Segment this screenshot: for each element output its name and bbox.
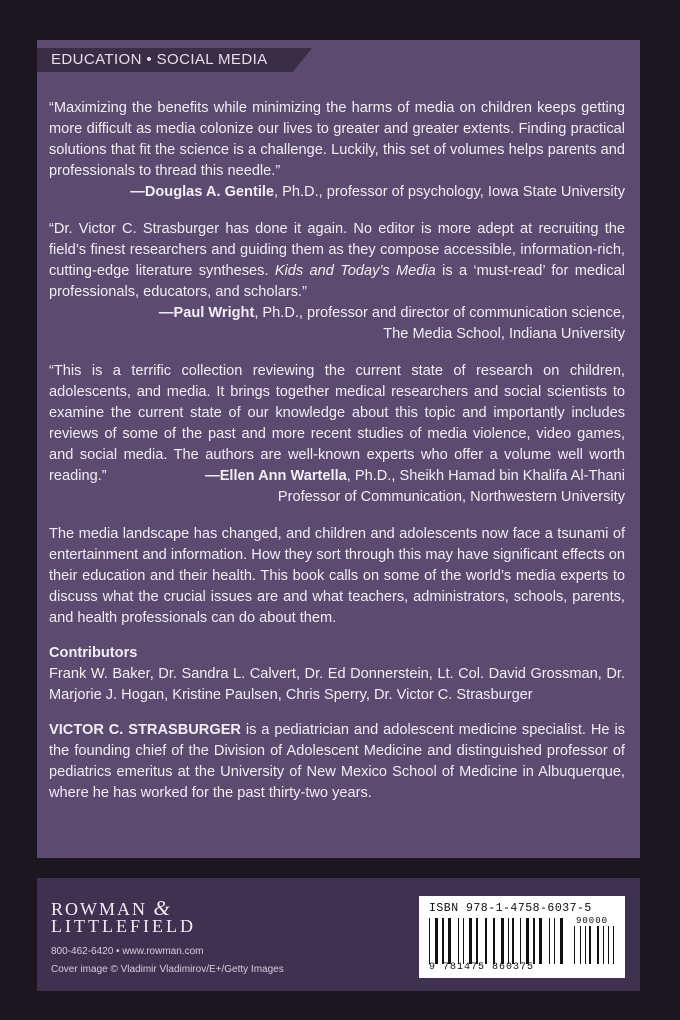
barcode-bar	[458, 918, 459, 964]
endorsement-1	[49, 98, 625, 182]
book-description: The media landscape has changed, and children and adolescents now face a tsunami of entertainment and information. How they sort through this may have significant effects on their education and their health. This book calls on some of the world’s media experts to discuss what the crucial issues are and what teachers, administrators, schools, parents, and health professionals can do about them.	[49, 526, 625, 626]
author-bio	[49, 720, 625, 804]
barcode-addon-bars	[574, 926, 618, 964]
barcode-digits: 9 781475 860375	[429, 962, 535, 973]
barcode-bar	[589, 926, 591, 964]
isbn-number: ISBN 978-1-4758-6037-5	[429, 902, 592, 915]
barcode-bar	[501, 918, 504, 964]
endorsement-2-affiliation-1: , Ph.D., professor and director of communication science,	[254, 305, 625, 321]
endorsement-3-affiliation-2: Professor of Communication, Northwestern University	[277, 489, 625, 505]
barcode-bar	[485, 918, 487, 964]
barcode-bar	[435, 918, 438, 964]
endorsement-2-text-a: “Dr. Victor C. Strasburger has done it again. No editor is more adept at recruiting the field’s finest researchers and guiding them as they compose accessible, information-rich, cutting-edge literature syntheses.	[49, 221, 625, 279]
barcode-bar	[476, 918, 478, 964]
barcode-bar	[469, 918, 472, 964]
contributors-list: Frank W. Baker, Dr. Sandra L. Calvert, Dr. Ed Donnerstein, Lt. Col. David Grossman, Dr. Marjorie J. Hogan, Kristine Paulsen, Chris Sperry, Dr. Victor C. Strasburger	[49, 666, 625, 703]
barcode-bar	[554, 918, 555, 964]
author-bio-text: is a pediatrician and adolescent medicine specialist. He is the founding chief of the Division of Adolescent Medicine and distinguished professor of pediatrics emeritus at the University of New Mexico School of Medicine in Albuquerque, where he has worked for the past thirty-two years.	[49, 722, 625, 801]
endorsement-1-affiliation: , Ph.D., professor of psychology, Iowa State University	[274, 184, 625, 200]
barcode-bar	[560, 918, 563, 964]
barcode-bar	[442, 918, 444, 964]
publisher-contact: 800-462-6420 • www.rowman.com	[51, 946, 204, 957]
cover-image-credit: Cover image © Vladimir Vladimirov/E+/Getty Images	[51, 964, 284, 975]
barcode-bar	[608, 926, 609, 964]
publisher-footer	[37, 878, 640, 991]
endorsement-3-attribution	[49, 466, 625, 508]
barcode-bar	[493, 918, 495, 964]
barcode-bar	[463, 918, 464, 964]
endorsement-2-affiliation-2: The Media School, Indiana University	[383, 326, 625, 342]
endorsement-2	[49, 219, 625, 303]
barcode-bar	[580, 926, 581, 964]
barcode-bar	[508, 918, 509, 964]
endorsement-3-affiliation-1: , Ph.D., Sheikh Hamad bin Khalifa Al-Thani	[346, 468, 625, 484]
book-title: Kids and Today’s Media	[274, 263, 436, 279]
barcode-bar	[429, 918, 430, 964]
barcode-bar	[520, 918, 521, 964]
barcode-bar	[512, 918, 514, 964]
barcode-bar	[549, 918, 550, 964]
barcode-bar	[613, 926, 614, 964]
barcode-addon-digits: 90000	[576, 916, 609, 926]
endorsement-2-author: —Paul Wright	[158, 305, 255, 321]
publisher-name-1: ROWMAN	[51, 899, 147, 919]
barcode-bar	[574, 926, 575, 964]
barcode-bars	[429, 918, 567, 964]
endorsement-1-author: —Douglas A. Gentile	[130, 184, 275, 200]
barcode-bar	[533, 918, 535, 964]
barcode-bar	[526, 918, 529, 964]
endorsement-3-author: —Ellen Ann Wartella	[205, 468, 347, 484]
back-cover-panel	[37, 40, 640, 858]
barcode-bar	[597, 926, 599, 964]
publisher-ampersand: &	[153, 896, 170, 920]
endorsement-1-text: “Maximizing the benefits while minimizing the harms of media on children keeps getting more difficult as media colonize our lives to greater and greater extents. Finding practical solutions that fit the science is a challenge. Luckily, this set of volumes helps parents and professionals to thread this needle.”	[49, 100, 625, 179]
endorsement-1-attribution	[49, 182, 625, 203]
back-cover-text	[49, 98, 625, 804]
endorsement-2-text-b: is a ‘must-read’ for medical professionals, educators, and scholars.”	[49, 263, 625, 300]
endorsement-3-text: “This is a terrific collection reviewing the current state of research on children, adolescents, and media. It brings together medical researchers and social scientists to examine the current state of our knowledge about this topic and importantly includes reviews of some of the past and more recent studies of media violence, video games, and social media. The authors are well-known experts who offer a volume well worth reading.”	[49, 363, 625, 484]
contributors-heading: Contributors	[49, 645, 138, 661]
publisher-logo-line2: LITTLEFIELD	[51, 916, 196, 936]
isbn-barcode	[419, 896, 625, 978]
barcode-bar	[448, 918, 451, 964]
author-name: VICTOR C. STRASBURGER	[49, 722, 241, 738]
endorsement-2-attribution	[49, 303, 625, 345]
barcode-bar	[603, 926, 604, 964]
barcode-bar	[585, 926, 586, 964]
category-label: EDUCATION • SOCIAL MEDIA	[51, 51, 268, 68]
barcode-bar	[539, 918, 542, 964]
